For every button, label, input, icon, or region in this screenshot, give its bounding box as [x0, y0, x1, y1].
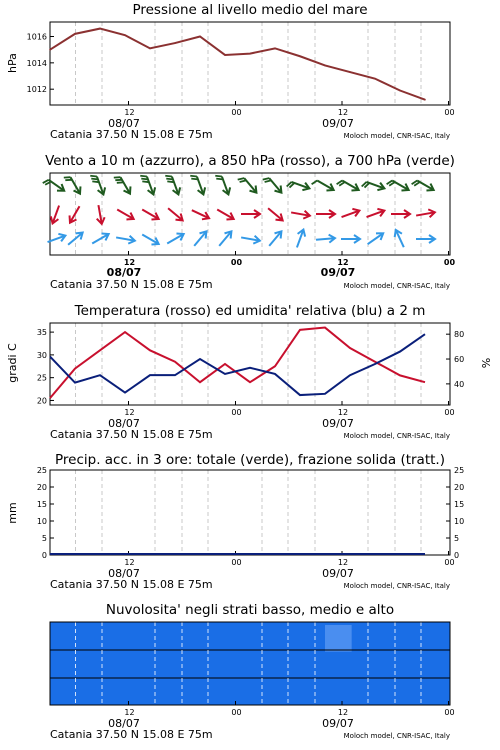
wind-barb-700-hPa	[362, 177, 386, 194]
wind-barb-700-hPa	[287, 177, 311, 194]
pressure-point	[249, 53, 251, 55]
wind-barb-850-hPa	[166, 205, 186, 223]
wind-barb-850-hPa	[215, 206, 235, 222]
wind-barb-700-hPa	[337, 176, 361, 196]
pressure-point	[299, 55, 301, 57]
y-tick-label: 20	[36, 396, 47, 406]
y-tick-label: 1016	[26, 32, 47, 42]
y2-tick-label: 25	[454, 466, 465, 475]
wind-barb-700-hPa	[165, 172, 182, 196]
date-label: 09/07	[320, 266, 356, 279]
panel-title: Temperatura (rosso) ed umidita' relativa (blu) a 2 m	[74, 303, 426, 319]
wind-barb-700-hPa	[263, 173, 285, 196]
panel-title: Pressione al livello medio del mare	[132, 2, 368, 18]
wind-barb-850-hPa	[67, 204, 83, 224]
location-label: Catania 37.50 N 15.08 E 75m	[50, 128, 213, 141]
date-label: 08/07	[108, 417, 140, 430]
wind-barb-700-hPa	[190, 172, 207, 196]
barb-feather	[215, 174, 222, 179]
x-tick-label: 12	[337, 108, 349, 117]
panel-title: Precip. acc. in 3 ore: totale (verde), frazione solida (tratt.)	[55, 452, 445, 468]
panel-title: Vento a 10 m (azzurro), a 850 hPa (rosso), a 700 hPa (verde)	[45, 153, 455, 169]
location-label: Catania 37.50 N 15.08 E 75m	[50, 428, 213, 441]
pressure-point	[74, 33, 76, 35]
wind-barb-10-m	[140, 231, 160, 247]
wind-barb-10-m	[115, 233, 135, 244]
wind-barb-700-hPa	[412, 176, 436, 196]
y-tick-label: 0	[41, 551, 47, 560]
x-tick-label: 00	[231, 108, 242, 117]
wind-barb-700-hPa	[312, 176, 336, 196]
cloud-cover-fill	[50, 622, 450, 705]
date-label: 08/07	[108, 567, 140, 580]
y-tick-label: 30	[36, 350, 47, 360]
date-label: 09/07	[322, 417, 354, 430]
wind-barb-850-hPa	[94, 204, 105, 224]
wind-barb-10-m	[392, 228, 407, 249]
y-axis-label: hPa	[6, 53, 19, 73]
y2-tick-label: 60	[454, 355, 465, 365]
x-tick-label: 00	[444, 408, 455, 417]
pressure-point	[424, 99, 426, 101]
barb-feather	[90, 174, 97, 179]
wind-barb-10-m	[341, 235, 360, 243]
pressure-point	[349, 71, 351, 73]
wind-barb-850-hPa	[290, 208, 310, 219]
wind-barb-10-m	[293, 228, 307, 249]
y-tick-label: 25	[36, 373, 47, 383]
x-tick-label: 00	[231, 558, 242, 567]
x-tick-label: 12	[337, 708, 349, 717]
wind-barb-850-hPa	[241, 210, 260, 218]
x-tick-label: 12	[124, 708, 135, 717]
x-tick-label: 00	[444, 708, 455, 717]
date-label: 08/07	[108, 117, 140, 130]
x-tick-label: 12	[124, 108, 135, 117]
x-tick-label: 00	[231, 408, 242, 417]
wind-barb-850-hPa	[316, 210, 335, 218]
wind-barb-10-m	[165, 231, 185, 247]
y2-tick-label: 10	[454, 517, 465, 526]
x-tick-label: 00	[231, 708, 242, 717]
pressure-point	[49, 49, 51, 51]
y2-tick-label: 15	[454, 500, 465, 509]
wind-barb-850-hPa	[49, 204, 63, 225]
x-tick-label: 00	[444, 108, 455, 117]
x-tick-label: 12	[123, 258, 136, 267]
location-label: Catania 37.50 N 15.08 E 75m	[50, 728, 213, 741]
wind-barb-10-m	[416, 235, 435, 243]
x-tick-label: 12	[124, 408, 135, 417]
x-tick-label: 00	[230, 258, 243, 267]
pressure-point	[174, 42, 176, 44]
date-label: 08/07	[108, 717, 140, 730]
x-tick-label: 00	[444, 558, 455, 567]
y-tick-label: 25	[36, 466, 47, 475]
pressure-point	[274, 48, 276, 50]
pressure-point	[149, 48, 151, 50]
pressure-point	[399, 90, 401, 92]
y-tick-label: 20	[36, 483, 47, 492]
wind-barb-700-hPa	[90, 172, 107, 196]
barb-feather	[140, 174, 147, 179]
plot-frame	[50, 470, 450, 555]
wind-barb-850-hPa	[415, 208, 435, 219]
x-tick-label: 00	[443, 258, 456, 267]
date-label: 09/07	[322, 567, 354, 580]
x-tick-label: 12	[337, 258, 349, 267]
credit-label: Moloch model, CNR-ISAC, Italy	[343, 282, 450, 290]
x-tick-label: 12	[337, 558, 349, 567]
y-tick-label: 1014	[26, 58, 47, 68]
pressure-point	[99, 28, 101, 30]
y-tick-label: 35	[36, 328, 47, 338]
y2-axis-label: %	[480, 357, 493, 369]
wind-barb-700-hPa	[114, 173, 134, 197]
barb-feather	[165, 174, 172, 179]
barb-feather	[190, 174, 197, 179]
wind-barb-10-m	[46, 232, 67, 246]
wind-barb-850-hPa	[115, 206, 135, 222]
x-tick-label: 12	[337, 408, 349, 417]
temperature-line	[50, 328, 425, 399]
humidity-line	[50, 334, 425, 395]
credit-label: Moloch model, CNR-ISAC, Italy	[343, 732, 450, 740]
y-axis-label: mm	[6, 502, 19, 524]
x-tick-label: 12	[124, 558, 135, 567]
y2-tick-label: 40	[454, 379, 465, 389]
pressure-point	[224, 54, 226, 56]
wind-barb-700-hPa	[64, 173, 84, 197]
pressure-point	[324, 65, 326, 67]
wind-barb-10-m	[191, 229, 209, 249]
credit-label: Moloch model, CNR-ISAC, Italy	[343, 432, 450, 440]
date-label: 08/07	[106, 266, 142, 279]
wind-barb-10-m	[240, 233, 260, 244]
credit-label: Moloch model, CNR-ISAC, Italy	[343, 582, 450, 590]
barb-shaft	[316, 238, 334, 240]
y2-tick-label: 80	[454, 330, 465, 340]
y2-tick-label: 0	[454, 551, 460, 560]
wind-barb-850-hPa	[340, 207, 361, 221]
wind-barb-10-m	[316, 234, 336, 244]
wind-barb-850-hPa	[391, 210, 410, 218]
y-tick-label: 15	[36, 500, 47, 509]
y-tick-label: 1012	[26, 85, 47, 95]
wind-barb-10-m	[266, 229, 284, 249]
pressure-point	[374, 78, 376, 80]
pressure-point	[199, 36, 201, 38]
wind-barb-700-hPa	[238, 173, 260, 196]
credit-label: Moloch model, CNR-ISAC, Italy	[343, 132, 450, 140]
location-label: Catania 37.50 N 15.08 E 75m	[50, 278, 213, 291]
plot-frame	[50, 323, 450, 405]
wind-barb-850-hPa	[266, 205, 286, 223]
plot-frame	[50, 22, 450, 105]
wind-barb-700-hPa	[43, 175, 67, 196]
cloud-cover-highlight	[325, 625, 352, 652]
y2-tick-label: 20	[454, 483, 465, 492]
wind-barb-700-hPa	[215, 172, 232, 196]
y-tick-label: 5	[41, 534, 47, 543]
y-axis-label: gradi C	[6, 343, 19, 383]
wind-barb-700-hPa	[387, 176, 411, 196]
date-label: 09/07	[322, 717, 354, 730]
wind-barb-850-hPa	[140, 206, 160, 222]
y2-tick-label: 5	[454, 534, 460, 543]
pressure-line	[50, 29, 425, 100]
wind-barb-10-m	[216, 229, 234, 249]
date-label: 09/07	[322, 117, 354, 130]
panel-title: Nuvolosita' negli strati basso, medio e alto	[105, 602, 395, 618]
location-label: Catania 37.50 N 15.08 E 75m	[50, 578, 213, 591]
barb-feather	[312, 179, 318, 186]
pressure-point	[124, 34, 126, 36]
wind-barb-10-m	[90, 231, 110, 247]
y-tick-label: 10	[36, 517, 47, 526]
